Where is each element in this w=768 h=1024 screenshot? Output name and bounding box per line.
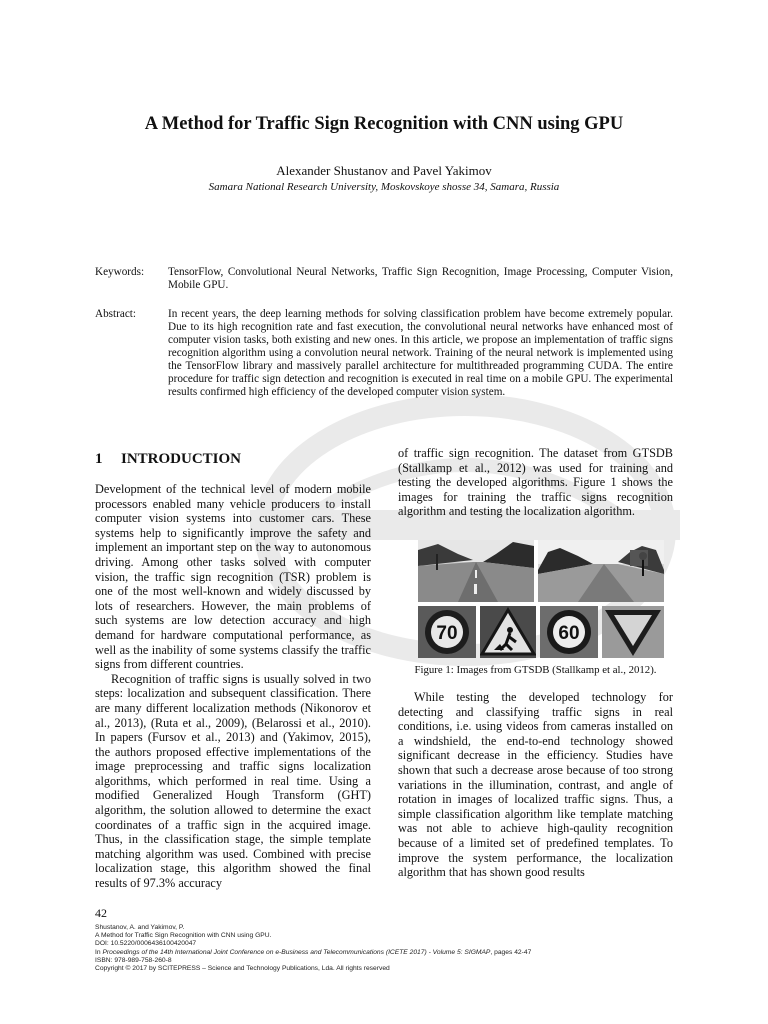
left-column (95, 482, 371, 891)
footer-proceedings (95, 949, 655, 957)
figure-1-caption: Figure 1: Images from GTSDB (Stallkamp et al., 2012). (414, 664, 657, 676)
footer-doi: DOI: 10.5220/0006436100420047 (95, 940, 197, 948)
paper-authors: Alexander Shustanov and Pavel Yakimov (276, 163, 492, 178)
footer-proceedings-prefix: In (95, 948, 103, 956)
keywords-label: Keywords: (95, 266, 145, 278)
right-paragraph-2: While testing the developed technology for detecting and classifying traffic signs in real conditions, i.e. using videos from cameras installed on a windshield, the end-to-end technology showed significant decrease in the efficiency. Studies have shown that such a decrease arose because of too strong variations in the illumination, contrast, and angle of rotation in images of localized traffic signs. Thus, a simple classification algorithm like template matching was not able to achieve high-qaulity recognition because of a limited set of predefined templates. To improve the system performance, the localization algorithm that has shown good results (398, 690, 673, 880)
intro-paragraph-2: Recognition of traffic signs is usually solved in two steps: localization and subsequent classification. There are many different localization methods (Nikonorov et al., 2013), (Ruta et al., 2009), (Belarossi et al., 2010). In papers (Fursov et al., 2013) and (Yakimov, 2015), the authors proposed effective implementations of the image preprocessing and traffic signs localization algorithms, which performed in real time. Using a modified Generalized Hough Transform (GHT) algorithm, the solution allowed to determine the exact coordinates of a traffic sign in the acquired image. Thus, in the classification stage, the simple template matching algorithm was used. Combined with precise localization stage, this algorithm showed the final results of 97.3% accuracy (95, 671, 371, 891)
footer-isbn: ISBN: 978-989-758-260-8 (95, 956, 172, 964)
speed-limit-70-text: 70 (436, 623, 458, 644)
footer-proceedings-title: Proceedings of the 14th International Joint Conference on e-Business and Telecommunications (ICETE 2017) - Volume 5: SIGMAP (102, 948, 491, 956)
speed-limit-sign-60-image (540, 606, 598, 658)
keywords-block (95, 266, 673, 292)
abstract-text: In recent years, the deep learning methods for solving classification problem have become extremely popular. Due to its high recognition rate and fast execution, the convolutional neural networks have enhanced most of computer vision tasks, both existing and new ones. In this article, we propose an implementation of traffic signs recognition algorithm using a convolution neural network. Training of the neural network is implemented using the TensorFlow library and massively parallel architecture for multithreaded programming CUDA. The entire procedure for traffic sign detection and recognition is executed in real time on a mobile GPU. The experimental results confirmed high efficiency of the developed computer vision system. (168, 308, 673, 398)
road-scene-image-2 (538, 540, 664, 602)
speed-limit-60-text: 60 (558, 623, 580, 644)
right-paragraph-1: of traffic sign recognition. The dataset from GTSDB (Stallkamp et al., 2012) was used for training and testing the developed algorithms. Figure 1 shows the images for training the traffic signs recognition algorithm and testing the localization algorithm. (398, 446, 673, 519)
footer-proceedings-pages: , pages 42-47 (490, 948, 532, 956)
road-scene-image-1 (418, 540, 534, 602)
section-title: INTRODUCTION (121, 451, 242, 467)
footer-authors: Shustanov, A. and Yakimov, P. (95, 924, 185, 931)
footer-copyright: Copyright © 2017 by SCITEPRESS – Science and Technology Publications, Lda. All rights reserved (95, 965, 390, 973)
paper-title: A Method for Traffic Sign Recognition with CNN using GPU (144, 114, 624, 134)
roadworks-sign-image (480, 606, 536, 658)
paper-affiliation: Samara National Research University, Moskovskoye shosse 34, Samara, Russia (208, 181, 560, 193)
speed-limit-sign-70-image (418, 606, 476, 658)
page-number: 42 (95, 906, 107, 920)
abstract-block (95, 308, 673, 399)
footer-paper-title: A Method for Traffic Sign Recognition with CNN using GPU. (95, 932, 272, 940)
right-column-top (398, 446, 673, 519)
section-heading (95, 450, 241, 468)
figure-1 (418, 540, 664, 658)
section-number: 1 (95, 451, 103, 467)
keywords-text: TensorFlow, Convolutional Neural Networks, Traffic Sign Recognition, Image Processing, Computer Vision, Mobile GPU. (168, 266, 673, 291)
intro-paragraph-1: Development of the technical level of modern mobile processors enabled many vehicle producers to install computer vision systems into customer cars. These systems help to significantly improve the safety and implement an important step on the way to autonomous driving. Among other tasks solved with computer vision, the traffic sign recognition (TSR) problem is one of the most well-known and widely discussed by lots of researchers. However, the main problems of such systems are low detection accuracy and high demand for hardware computational performance, as well as the inability of some systems classify the traffic signs from different countries. (95, 482, 371, 672)
right-column-bottom (398, 690, 673, 880)
yield-sign-image (602, 606, 664, 658)
citation-footer (95, 924, 655, 973)
abstract-label: Abstract: (95, 308, 137, 320)
